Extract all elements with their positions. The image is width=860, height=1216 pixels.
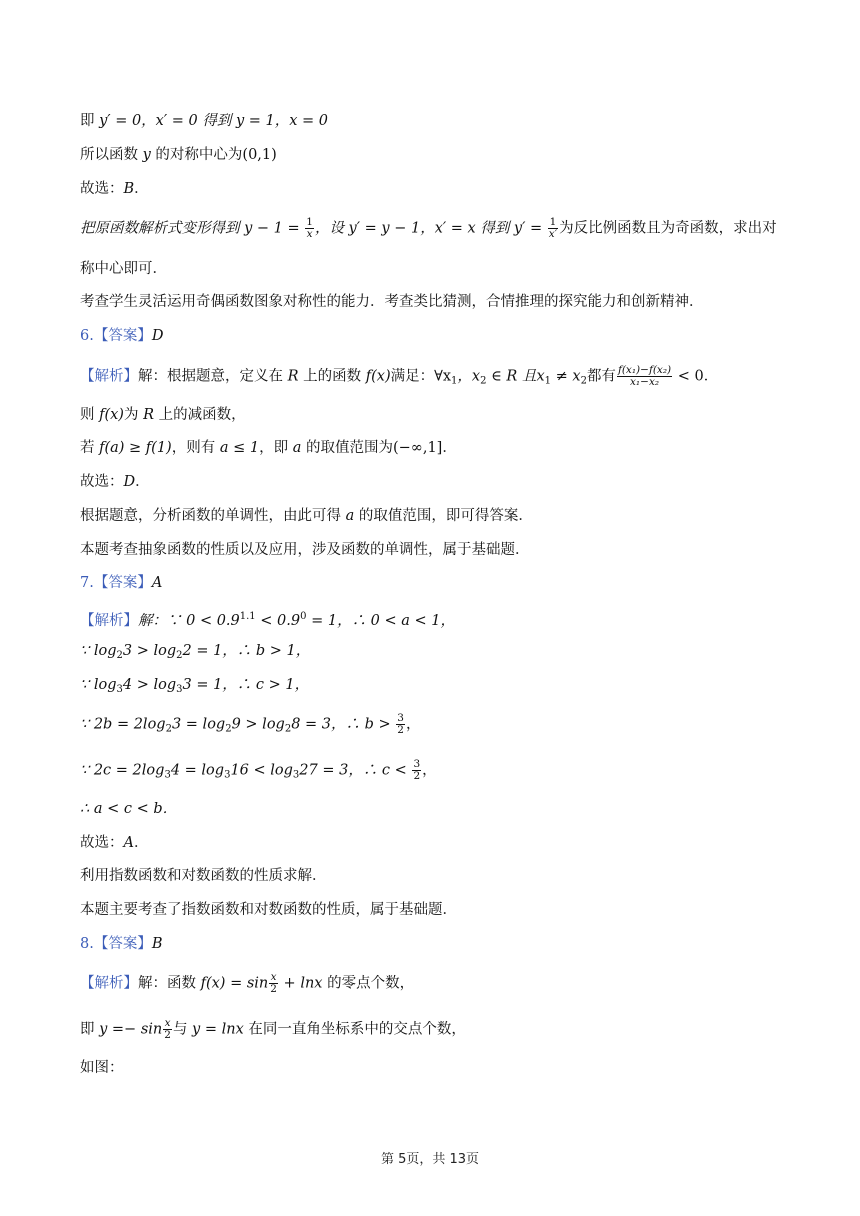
fraction: $\frac{3}{2}$ [413, 758, 421, 782]
text-line: 【解析】解：根据题意，定义在 R 上的函数 f(x)满足：$\forall x_1$，$x_2$ ∈ R 且$x_1 \ne x_2$都有 $\frac{\text{f(x₁)−f(x₂)}}{\text{x₁−x₂}}$ < 0． [80, 364, 719, 388]
fraction: $\frac{\text{f(x₁)−f(x₂)}}{\text{x₁−x₂}}$ [617, 364, 672, 388]
fraction: $\frac{x}{2}$ [164, 1017, 171, 1041]
text-line: 即 y′ = 0，x′ = 0 得到 y = 1，x = 0 [80, 113, 329, 129]
answer-header: 7.【答案】A [80, 575, 163, 591]
text-line: 故选：D． [80, 474, 150, 490]
analysis-tag: 【解析】 [80, 613, 138, 629]
text-line: 即 y =− sin $\frac{x}{2}$ 与 y = lnx 在同一直角坐标系中的交点个数， [80, 1017, 466, 1041]
text-line: 则 f(x)为 R 上的减函数， [80, 407, 246, 423]
text-line: 如图： [80, 1060, 124, 1076]
text-line: 故选：A． [80, 835, 149, 851]
text-line: 考查学生灵活运用奇偶函数图象对称性的能力．考查类比猜测，合情推理的探究能力和创新精神． [80, 294, 704, 310]
page-footer: 第 5页，共 13页 [380, 1152, 480, 1167]
analysis-tag: 【解析】 [80, 368, 138, 385]
text-line: 故选：B． [80, 181, 149, 197]
text-line: 若 f(a) ≥ f(1)，则有 a ≤ 1，即 a 的取值范围为(−∞,1]． [80, 440, 457, 456]
text-line: 把原函数解析式变形得到 y − 1 = $\frac{1}{x}$ ，设 y′ = y − 1，x′ = x 得到 y′ = $\frac{1}{x'}$ 为反比例函数且为奇函数，求出对 [80, 216, 777, 240]
text-line: ∵ $2c = 2\log_34 = \log_316 < \log_327 = 3$，∴ c < $\frac{3}{2}$ ， [80, 758, 437, 782]
text-line: 称中心即可． [80, 261, 167, 277]
fraction: $\frac{1}{x'}$ [548, 216, 558, 240]
text-line: ∵ $\log_23 > \log_22 = 1$，∴ b > 1， [80, 643, 311, 661]
text-line: 本题主要考查了指数函数和对数函数的性质，属于基础题． [80, 902, 457, 918]
text-line: ∴ a < c < b． [80, 801, 178, 817]
analysis-tag: 【解析】 [80, 975, 138, 992]
fraction: $\frac{1}{x}$ [306, 216, 313, 240]
answer-header: 6.【答案】D [80, 328, 164, 344]
text-line: 利用指数函数和对数函数的性质求解． [80, 868, 327, 884]
text-line: ∵ $2b = 2\log_23 = \log_29 > \log_28 = 3$，∴ b > $\frac{3}{2}$ ， [80, 712, 421, 736]
answer-header: 8.【答案】B [80, 936, 163, 952]
text-line: 根据题意，分析函数的单调性，由此可得 a 的取值范围，即可得答案． [80, 508, 533, 524]
text-line: 【解析】解：∵ $0 < 0.9^{1.1} < 0.9^0 = 1$，∴ 0 < a < 1， [80, 611, 456, 629]
text-line: 本题考查抽象函数的性质以及应用，涉及函数的单调性，属于基础题． [80, 542, 530, 558]
text-line: 所以函数 y 的对称中心为(0,1) [80, 147, 277, 163]
fraction: $\frac{x}{2}$ [270, 971, 277, 995]
text-line: 【解析】解：函数 f(x) = sin $\frac{x}{2}$ + lnx 的零点个数， [80, 971, 415, 995]
fraction: $\frac{3}{2}$ [397, 712, 404, 736]
text-line: ∵ $\log_34 > \log_33 = 1$，∴ c > 1， [80, 677, 310, 695]
